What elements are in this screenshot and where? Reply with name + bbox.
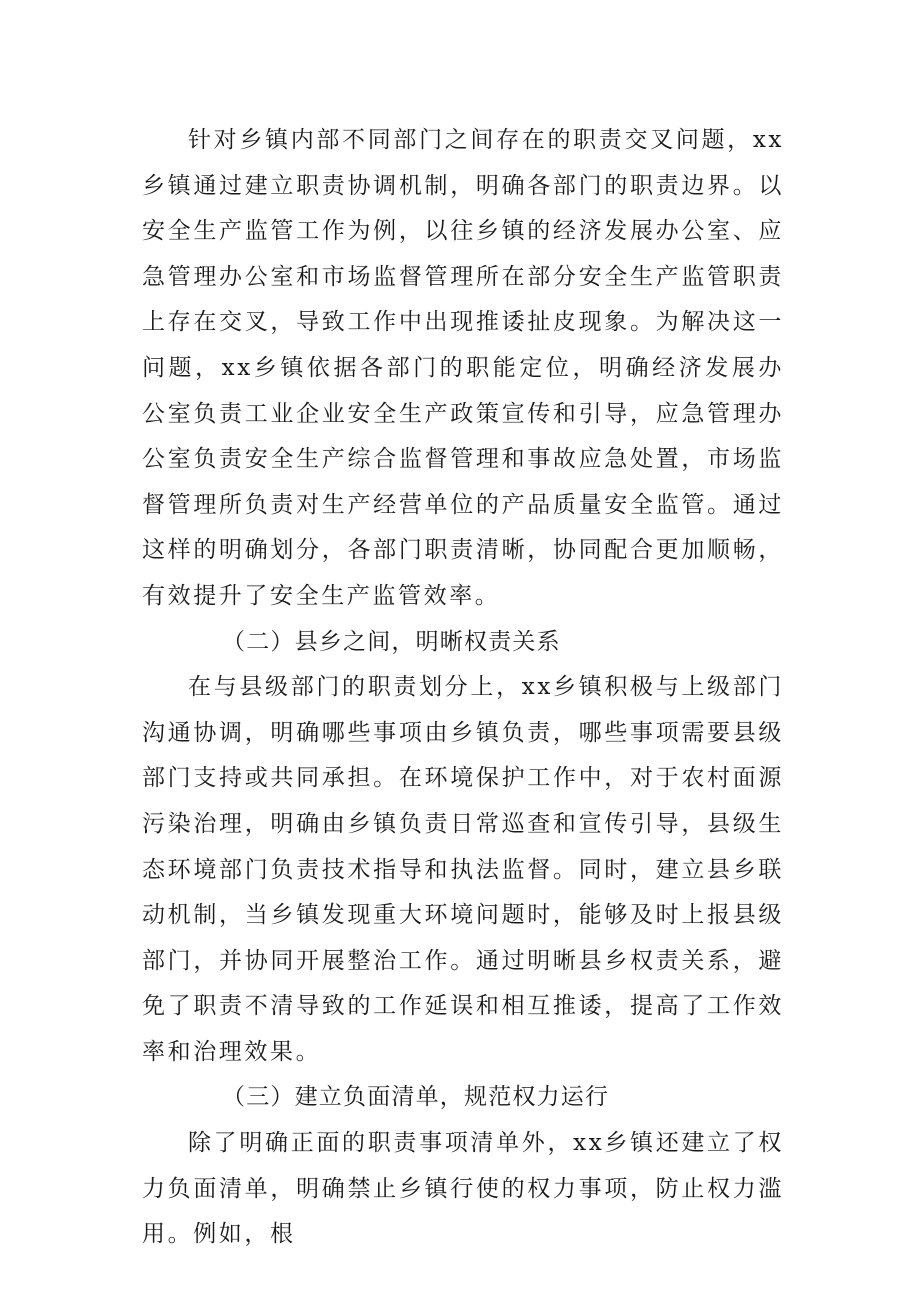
paragraph-county-township-responsibilities: 在与县级部门的职责划分上，xx乡镇积极与上级部门沟通协调，明确哪些事项由乡镇负责，哪些事项需要县级部门支持或共同承担。在环境保护工作中，对于农村面源污染治理，明确由乡镇负责日常巡查和宣传引导，县级生态环境部门负责技术指导和执法监督。同时，建立县乡联动机制，当乡镇发现重大环境问题时，能够及时上报县级部门，并协同开展整治工作。通过明晰县乡权责关系，避免了职责不清导致的工作延误和相互推诿，提高了工作效率和治理效果。 <box>142 674 784 1065</box>
document-body <box>142 118 784 1258</box>
paragraph-negative-list: 除了明确正面的职责事项清单外，xx乡镇还建立了权力负面清单，明确禁止乡镇行使的权力事项，防止权力滥用。例如，根 <box>142 1130 784 1248</box>
section-heading-negative-list: （三）建立负面清单，规范权力运行 <box>222 1084 610 1111</box>
paragraph-responsibility-coordination: 针对乡镇内部不同部门之间存在的职责交叉问题，xx乡镇通过建立职责协调机制，明确各部门的职责边界。以安全生产监管工作为例，以往乡镇的经济发展办公室、应急管理办公室和市场监督管理所在部分安全生产监管职责上存在交叉，导致工作中出现推诿扯皮现象。为解决这一问题，xx乡镇依据各部门的职能定位，明确经济发展办公室负责工业企业安全生产政策宣传和引导，应急管理办公室负责安全生产综合监督管理和事故应急处置，市场监督管理所负责对生产经营单位的产品质量安全监管。通过这样的明确划分，各部门职责清晰，协同配合更加顺畅，有效提升了安全生产监管效率。 <box>142 127 784 609</box>
section-heading-county-township: （二）县乡之间，明晰权责关系 <box>222 628 561 655</box>
